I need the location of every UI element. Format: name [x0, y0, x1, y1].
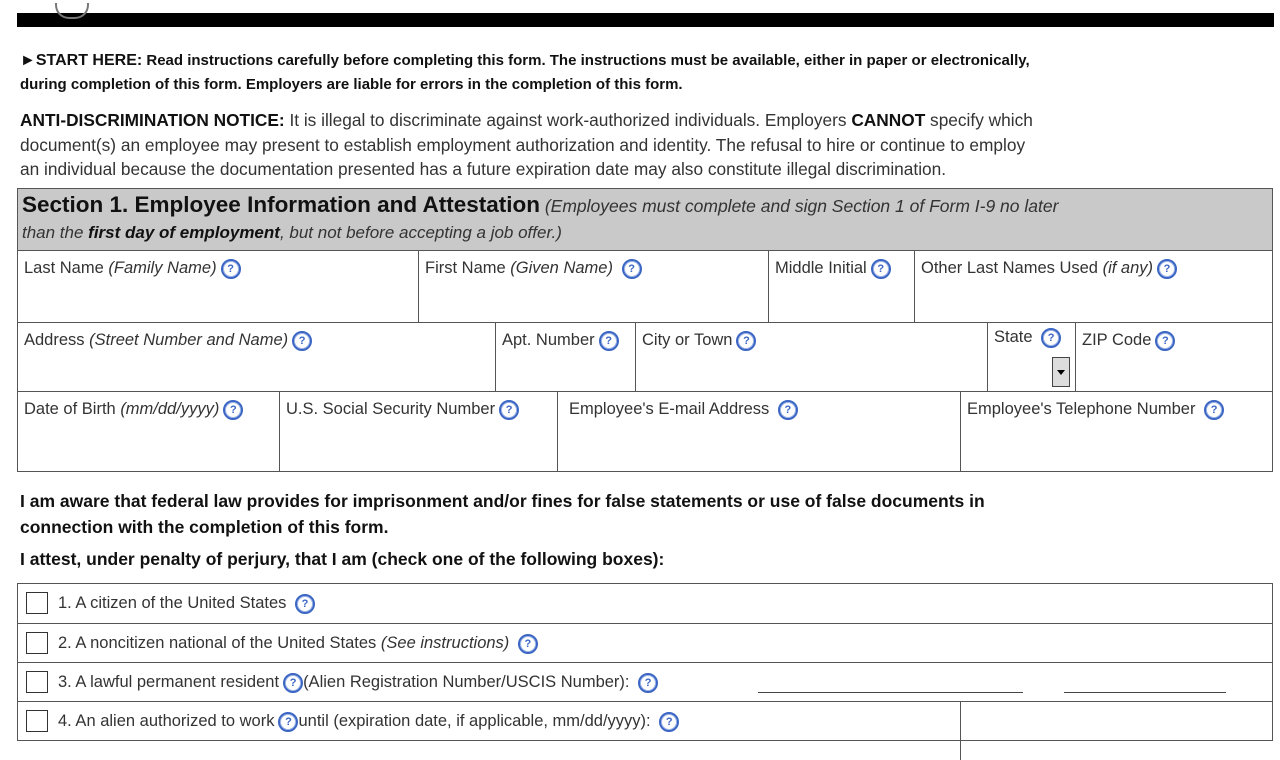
first-name-field[interactable]: First Name (Given Name) ? — [418, 251, 768, 322]
help-icon[interactable]: ? — [871, 259, 891, 279]
permanent-resident-checkbox[interactable] — [26, 671, 48, 693]
option-noncitizen-national: 2. A noncitizen national of the United States (See instructions) ? — [18, 623, 1272, 662]
agency-logo — [55, 3, 89, 19]
start-here-instructions: ►START HERE: Read instructions carefully before completing this form. The instructions must be available, either in paper or electronically, during completion of this form. Employers are liable for errors in the completion of this form. — [20, 52, 1030, 93]
help-icon[interactable]: ? — [622, 259, 642, 279]
alien-number-input[interactable] — [758, 692, 1023, 693]
uscis-number-input[interactable] — [1064, 692, 1226, 693]
ssn-field[interactable]: U.S. Social Security Number ? — [279, 392, 557, 471]
help-icon[interactable]: ? — [292, 331, 312, 351]
help-icon[interactable]: ? — [736, 331, 756, 351]
middle-initial-field[interactable]: Middle Initial ? — [768, 251, 914, 322]
help-icon[interactable]: ? — [638, 673, 658, 693]
last-name-field[interactable]: Last Name (Family Name) ? — [18, 251, 418, 322]
anti-discrimination-notice: ANTI-DISCRIMINATION NOTICE: It is illegal to discriminate against work-authorized individuals. Employers CANNOT specify which document(s) an employee may present to establish employment authorization and identity. The refusal to hire or continue to employ an individual because the documentation presented has a future expiration date may also constitute illegal discrimination. — [20, 110, 1033, 179]
section1-header — [17, 188, 1273, 251]
help-icon[interactable]: ? — [283, 673, 303, 693]
contact-fields-row — [17, 391, 1273, 472]
help-icon[interactable]: ? — [599, 331, 619, 351]
section1-note: than the first day of employment, but not before accepting a job offer.) — [22, 223, 562, 242]
other-last-names-field[interactable]: Other Last Names Used (if any) ? — [914, 251, 1272, 322]
help-icon[interactable]: ? — [778, 400, 798, 420]
zip-code-field[interactable]: ZIP Code ? — [1075, 323, 1272, 391]
option-alien-authorized: 4. An alien authorized to work ? until (expiration date, if applicable, mm/dd/yyyy): ? — [18, 701, 1272, 740]
city-field[interactable]: City or Town ? — [635, 323, 987, 391]
help-icon[interactable]: ? — [223, 400, 243, 420]
state-dropdown-button[interactable] — [1052, 357, 1070, 387]
help-icon[interactable]: ? — [1157, 259, 1177, 279]
alien-authorized-checkbox[interactable] — [26, 710, 48, 732]
attestation-options — [17, 583, 1273, 741]
telephone-field[interactable]: Employee's Telephone Number ? — [960, 392, 1272, 471]
state-select[interactable]: State ? — [987, 323, 1075, 391]
help-icon[interactable]: ? — [518, 634, 538, 654]
help-icon[interactable]: ? — [1155, 331, 1175, 351]
help-icon[interactable]: ? — [659, 712, 679, 732]
email-field[interactable]: Employee's E-mail Address ? — [557, 392, 960, 471]
header-bar — [17, 13, 1274, 27]
option-citizen: 1. A citizen of the United States ? — [18, 584, 1272, 623]
help-icon[interactable]: ? — [1041, 328, 1061, 348]
expiration-date-field[interactable] — [960, 702, 961, 760]
citizen-checkbox[interactable] — [26, 592, 48, 614]
date-of-birth-field[interactable]: Date of Birth (mm/dd/yyyy) ? — [18, 392, 279, 471]
address-fields-row — [17, 322, 1273, 392]
address-field[interactable]: Address (Street Number and Name) ? — [18, 323, 495, 391]
help-icon[interactable]: ? — [1204, 400, 1224, 420]
help-icon[interactable]: ? — [278, 712, 298, 732]
perjury-warning: I am aware that federal law provides for imprisonment and/or fines for false statements or use of false documents in connection with the completion of this form. — [20, 491, 985, 537]
help-icon[interactable]: ? — [499, 400, 519, 420]
help-icon[interactable]: ? — [221, 259, 241, 279]
section1-title: Section 1. Employee Information and Attestation (Employees must complete and sign Section 1 of Form I-9 no later — [22, 192, 1059, 217]
attestation-heading: I attest, under penalty of perjury, that I am (check one of the following boxes): — [20, 549, 665, 569]
help-icon[interactable]: ? — [295, 594, 315, 614]
noncitizen-national-checkbox[interactable] — [26, 632, 48, 654]
option-permanent-resident: 3. A lawful permanent resident ? (Alien Registration Number/USCIS Number): ? — [18, 662, 1272, 701]
apt-number-field[interactable]: Apt. Number ? — [495, 323, 635, 391]
name-fields-row — [17, 251, 1273, 323]
